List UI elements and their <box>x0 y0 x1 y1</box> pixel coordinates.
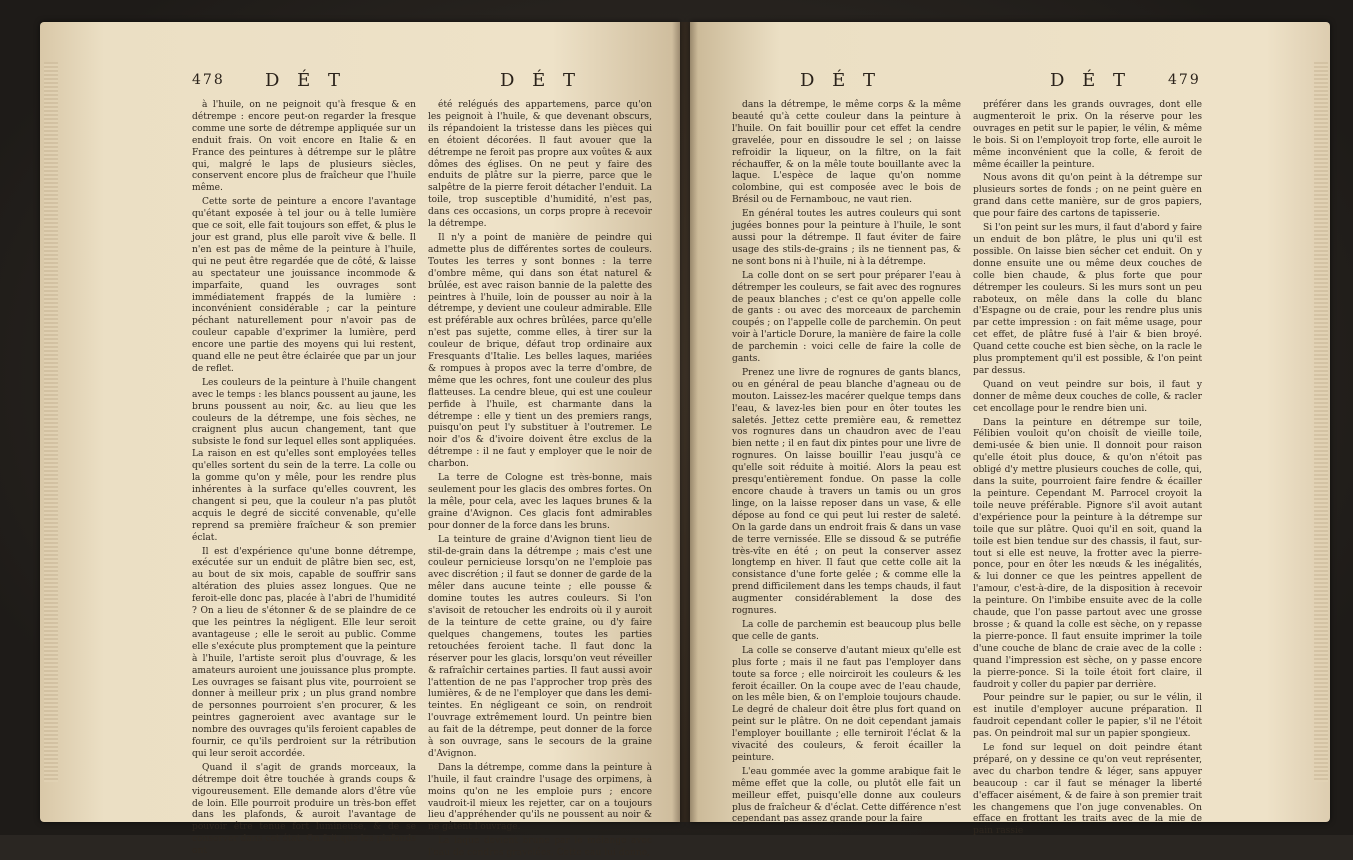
paragraph: Nous avons dit qu'on peint à la détrempe sur plusieurs sortes de fonds ; on ne peint guère en grand dans cette manière, sur de gros papiers, que pour faire des cartons de tapisserie. <box>973 173 1202 220</box>
page-edges-right <box>1314 62 1328 782</box>
paragraph: Si l'on peint sur les murs, il faut d'abord y faire un enduit de bon plâtre, le plus uni qu'il est possible. On laisse bien sécher cet enduit. On y donne ensuite une ou même deux couches de colle bien chaude, & plus forte que pour détremper les couleurs. Si les murs sont un peu raboteux, on mêle dans la colle du blanc d'Espagne ou de craie, pour les rendre plus unis par cette impression : on fait même usage, pour cet effet, de plâtre fusé à l'air & bien broyé. Quand cette couche est bien sèche, on la racle le plus promptement qu'il est possible, & l'on peint par dessus. <box>973 223 1202 376</box>
paragraph: Prenez une livre de rognures de gants blancs, ou en général de peau blanche d'agneau ou de mouton. Laissez-les macérer quelque temps dans l'eau, & lavez-les bien pour en ôter toutes les saletés. Jettez cette première eau, & remettez vos rognures dans un chaudron avec de l'eau bien nette ; il en faut dix pintes pour une livre de rognures. On laisse bouillir l'eau jusqu'à ce qu'elle soit réduite à moitié. Alors la peau est presqu'entièrement fondue. On passe la colle encore chaude à travers un tamis ou un gros linge, on la laisse reposer dans un vase, & elle dépose au fond ce qui peut lui rester de saleté. On la garde dans un endroit frais & dans un vase de terre vernissée. Elle se dissoud & se putréfie très-vîte en été ; on peut la conserver assez longtemp en hiver. Il faut que cette colle ait la consistance d'une forte gelée ; & comme elle la prend difficilement dans les temps chauds, il faut augmenter considérablement la dose des rognures. <box>732 367 961 617</box>
right-page <box>690 22 1330 837</box>
left-page <box>40 22 680 859</box>
left-running-head-b: D É T <box>500 70 582 91</box>
left-column-1 <box>192 100 416 857</box>
paragraph: La teinture de graine d'Avignon tient lieu de stil-de-grain dans la détrempe ; mais c'est une couleur pernicieuse lorsqu'on ne l'emploie pas avec discrétion ; il faut se donner de garde de la mêler dans aucune teinte ; elle pousse & domine toutes les autres couleurs. Si l'on s'avisoit de retoucher les endroits où il y auroit de la teinture de cette graine, ou d'y faire quelques changemens, toutes les parties retouchées feroient tache. Il faut donc la réserver pour les glacis, lorsqu'on veut réveiller & rafraîchir certaines parties. Il faut aussi avoir l'attention de ne pas l'approcher trop près des lumières, & de ne l'employer que dans les demi-teintes. En négligeant ce soin, on rendroit l'ouvrage extrêmement lourd. Un peintre bien au fait de la détrempe, peut donner de la force à son ouvrage, sans le secours de la graine d'Avignon. <box>428 534 652 759</box>
paragraph: La colle de parchemin est beaucoup plus belle que celle de gants. <box>732 619 961 642</box>
paragraph: La laque devient brune par le mélange avec l'eau de cendres gravelées. Cette eau lui donne, <box>428 836 652 859</box>
right-column-1 <box>732 100 961 825</box>
paragraph: Cette sorte de peinture a encore l'avantage qu'étant exposée à tel jour ou à telle lumière que ce soit, elle fait toujours son effet, & plus le jour est grand, plus elle paroît vive & belle. Il n'en est pas de même de la peinture à l'huile, qui ne peut être regardée que de côté, & laisse au spectateur une jouissance incommode & imparfaite, quand les ouvrages sont immédiatement frappés de la lumière : inconvénient considérable ; car la peinture péchant naturellement pour n'avoir pas de couleur capable d'exprimer la lumière, perd encore une partie des moyens qui lui restent, quand elle ne peut être éclairée que par un jour de reflet. <box>192 197 416 374</box>
paragraph: Il n'y a point de manière de peindre qui admette plus de différentes sortes de couleurs. Toutes les terres y sont bonnes : la terre d'ombre même, qui dans son état naturel & brûlée, est avec raison bannie de la palette des peintres à l'huile, loin de pousser au noir à la détrempe, y devient une couleur admirable. Elle est préférable aux ochres brûlées, parce qu'elle n'est pas sujette, comme elles, à tirer sur la couleur de brique, défaut trop ordinaire aux Fresquants d'Italie. Les belles laques, mariées & rompues à propos avec la terre d'ombre, de même que les ochres, font une couleur des plus flatteuses. La cendre bleue, qui est une couleur perfide à l'huile, est charmante dans la détrempe : elle y tient un des premiers rangs, puisqu'on peut l'y substituer à l'outremer. Le noir d'os & d'ivoire doivent être exclus de la détrempe : il ne faut y employer que le noir de charbon. <box>428 232 652 470</box>
paragraph: En général toutes les autres couleurs qui sont jugées bonnes pour la peinture à l'huile, le sont aussi pour la détrempe. Il faut éviter de faire usage des stils-de-grains ; ils ne tiennent pas, & ne sont bons ni à l'huile, ni à la détrempe. <box>732 209 961 267</box>
open-book <box>40 22 1330 859</box>
paragraph: Quand il s'agit de grands morceaux, la détrempe doit être touchée à grands coups & vigoureusement. Elle demande alors d'être vûe de loin. Elle pourroit produire un très-bon effet dans les plafonds, & auroit l'avantage de pouvoir être tenue fort lumineuse, & de se conserver dans cet état. On fait que les plafonds ont <box>192 762 416 857</box>
right-running-head-a: D É T <box>800 70 882 91</box>
paragraph: La colle se conserve d'autant mieux qu'elle est plus forte ; mais il ne faut pas l'employer dans toute sa force ; elle noirciroit les couleurs & les feroit écailler. On la coupe avec de l'eau chaude, on les mêle bien, & on l'emploie toujours chaude. Le degré de chaleur doit être plus fort quand on peint sur le plâtre. On ne doit cependant jamais l'employer bouillante ; elle terniroit l'éclat & la vivacité des couleurs, & feroit écailler la peinture. <box>732 645 961 763</box>
left-page-columns <box>192 100 652 859</box>
left-running-head-a: D É T <box>265 70 347 91</box>
paragraph: Les couleurs de la peinture à l'huile changent avec le temps : les blancs poussent au jaune, les bruns poussent au noir, &c. au lieu que les couleurs de la détrempe, une fois sèches, ne craignent plus aucun changement, tant que subsiste le fond sur lequel elles sont appliquées. La raison en est qu'elles sont employées telles qu'elles sortent du sein de la terre. La colle ou la gomme qu'on y mêle, pour les rendre plus inhérentes à la surface qu'elles couvrent, les changent si peu, que la couleur n'a pas plutôt acquis le degré de siccité convenable, qu'elle reprend sa première fraîcheur & son premier éclat. <box>192 377 416 543</box>
paragraph: Dans la peinture en détrempe sur toile, Félibien vouloit qu'on choisît de vieille toile, demi-usée & bien unie. Il donnoit pour raison qu'elle étoit plus douce, & qu'on n'étoit pas obligé d'y mettre plusieurs couches de colle, qui, dans la suite, pourroient faire fendre & écailler la peinture. Cependant M. Parrocel croyoit la toile neuve préférable. Pignore s'il avoit autant d'expérience pour la peinture à la détrempe sur toile que sur plâtre. Quoi qu'il en soit, quand la toile est bien tendue sur des chassis, il faut, sur-tout si elle est neuve, la frotter avec la pierre-ponce, pour en ôter les nœuds & les inégalités, & lui donner ce que les peintres appellent de l'amour, c'est-à-dire, de la disposition à recevoir la peinture. On l'imbibe ensuite avec de la colle chaude, que l'on passe partout avec une grosse brosse ; & quand la colle est sèche, on y repasse la pierre-ponce. Il faut ensuite imprimer la toile d'une couche de blanc de craie avec de la colle : quand l'impression est sèche, on y passe encore la pierre-ponce. Si la toile étoit fort claire, il faudroit y coller du papier par derrière. <box>973 417 1202 690</box>
right-page-header <box>690 70 1330 94</box>
paragraph: L'eau gommée avec la gomme arabique fait le même effet que la colle, ou plutôt elle fait un meilleur effet, puisqu'elle donne aux couleurs plus de fraîcheur & d'éclat. Cette différence n'est cependant pas assez grande pour la faire <box>732 766 961 825</box>
paragraph: préférer dans les grands ouvrages, dont elle augmenteroit le prix. On la réserve pour les ouvrages en petit sur le papier, le vélin, & même le bois. Si on l'employoit trop forte, elle auroit le même inconvénient que la colle, & feroit de même écailler la peinture. <box>973 100 1202 170</box>
paragraph: La colle dont on se sert pour préparer l'eau à détremper les couleurs, se fait avec des rognures de peaux blanches ; c'est ce qu'on appelle colle de gants : ou avec des morceaux de parchemin coupés ; on l'appelle colle de parchemin. On peut voir à l'article Dorure, la manière de faire la colle de parchemin : voici celle de faire la colle de gants. <box>732 270 961 365</box>
paragraph: Dans la détrempe, comme dans la peinture à l'huile, il faut craindre l'usage des orpimens, à moins qu'on ne les emploie purs ; encore vaudroit-il mieux les rejetter, car on a toujours lieu d'appréhender qu'ils ne poussent au noir & ne gâtent l'ouvrage. <box>428 762 652 833</box>
paragraph: Le fond sur lequel on doit peindre étant préparé, on y dessine ce qu'on veut représenter, avec du charbon tendre & léger, sans appuyer beaucoup : car il faut se ménager la liberté d'effacer aisément, & de faire à son premier trait les changemens que l'on juge convenables. On efface en frottant les traits avec de la mie de pain rassie <box>973 743 1202 837</box>
paragraph: dans la détrempe, le même corps & la même beauté qu'à cette couleur dans la peinture à l'huile. On fait bouillir pour cet effet la cendre gravelée, pour en dissoudre le sel ; on laisse refroidir la liqueur, on la filtre, on la fait réchauffer, & on la mêle toute bouillante avec la laque. L'espèce de laque qu'on nomme colombine, qui est composée avec le bois de Brésil ou de Fernambouc, ne vaut rien. <box>732 100 961 206</box>
left-page-number: 478 <box>192 72 225 88</box>
paragraph: La terre de Cologne est très-bonne, mais seulement pour les glacis des ombres fortes. On la mêle, pour cela, avec les laques brunes & la graine d'Avignon. Ces glacis font admirables pour donner de la force dans les bruns. <box>428 473 652 531</box>
paragraph: à l'huile, on ne peignoit qu'à fresque & en détrempe : encore peut-on regarder la fresque comme une sorte de détrempe appliquée sur un enduit frais. On voit encore en Italie & en France des peintures à détrempe sur le plâtre qui, malgré le laps de plusieurs siècles, conservent encore plus de fraîcheur que l'huile même. <box>192 100 416 194</box>
page-edges-left <box>44 62 58 782</box>
right-page-number: 479 <box>1168 72 1201 88</box>
paragraph: Quand on veut peindre sur bois, il faut y donner de même deux couches de colle, & racler cet encollage pour le rendre bien uni. <box>973 379 1202 414</box>
right-column-2 <box>973 100 1202 837</box>
book-gutter <box>672 22 698 822</box>
left-page-header <box>40 70 680 94</box>
paragraph: Pour peindre sur le papier, ou sur le vélin, il est inutile d'employer aucune préparation. Il faudroit cependant coller le papier, s'il ne l'étoit pas. On peindroit mal sur un papier spongieux. <box>973 693 1202 740</box>
right-running-head-b: D É T <box>1050 70 1132 91</box>
right-page-columns <box>732 100 1202 837</box>
paragraph: été relégués des appartemens, parce qu'on les peignoit à l'huile, & que devenant obscurs, ils répandoient la tristesse dans les pièces qui en étoient décorées. Il faut avouer que la détrempe ne feroit pas propre aux voûtes & aux dômes des églises. On ne peut y faire des enduits de plâtre sur la pierre, parce que le salpêtre de la pierre feroit détacher l'enduit. La toile, trop susceptible d'humidité, n'est pas, dans ces occasions, un corps propre à recevoir la détrempe. <box>428 100 652 230</box>
left-column-2 <box>428 100 652 859</box>
paragraph: Il est d'expérience qu'une bonne détrempe, exécutée sur un enduit de plâtre bien sec, est, au bout de six mois, capable de souffrir sans altération des pluies assez longues. Que ne feroit-elle donc pas, placée à l'abri de l'humidité ? On a lieu de s'étonner & de se plaindre de ce que les peintres la négligent. Elle leur seroit avantageuse ; elle le seroit au public. Comme elle s'exécute plus promptement que la peinture à l'huile, l'artiste seroit plus d'ouvrage, & les amateurs auroient une jouissance plus prompte. Les ouvrages se faisant plus vite, pourroient se donner à meilleur prix ; un plus grand nombre de personnes pourroient s'en procurer, & les peintres gagneroient avec avantage sur le nombre des ouvrages qu'ils feroient capables de fournir, ce qu'ils perdroient sur la rétribution qui leur seroit accordée. <box>192 546 416 759</box>
